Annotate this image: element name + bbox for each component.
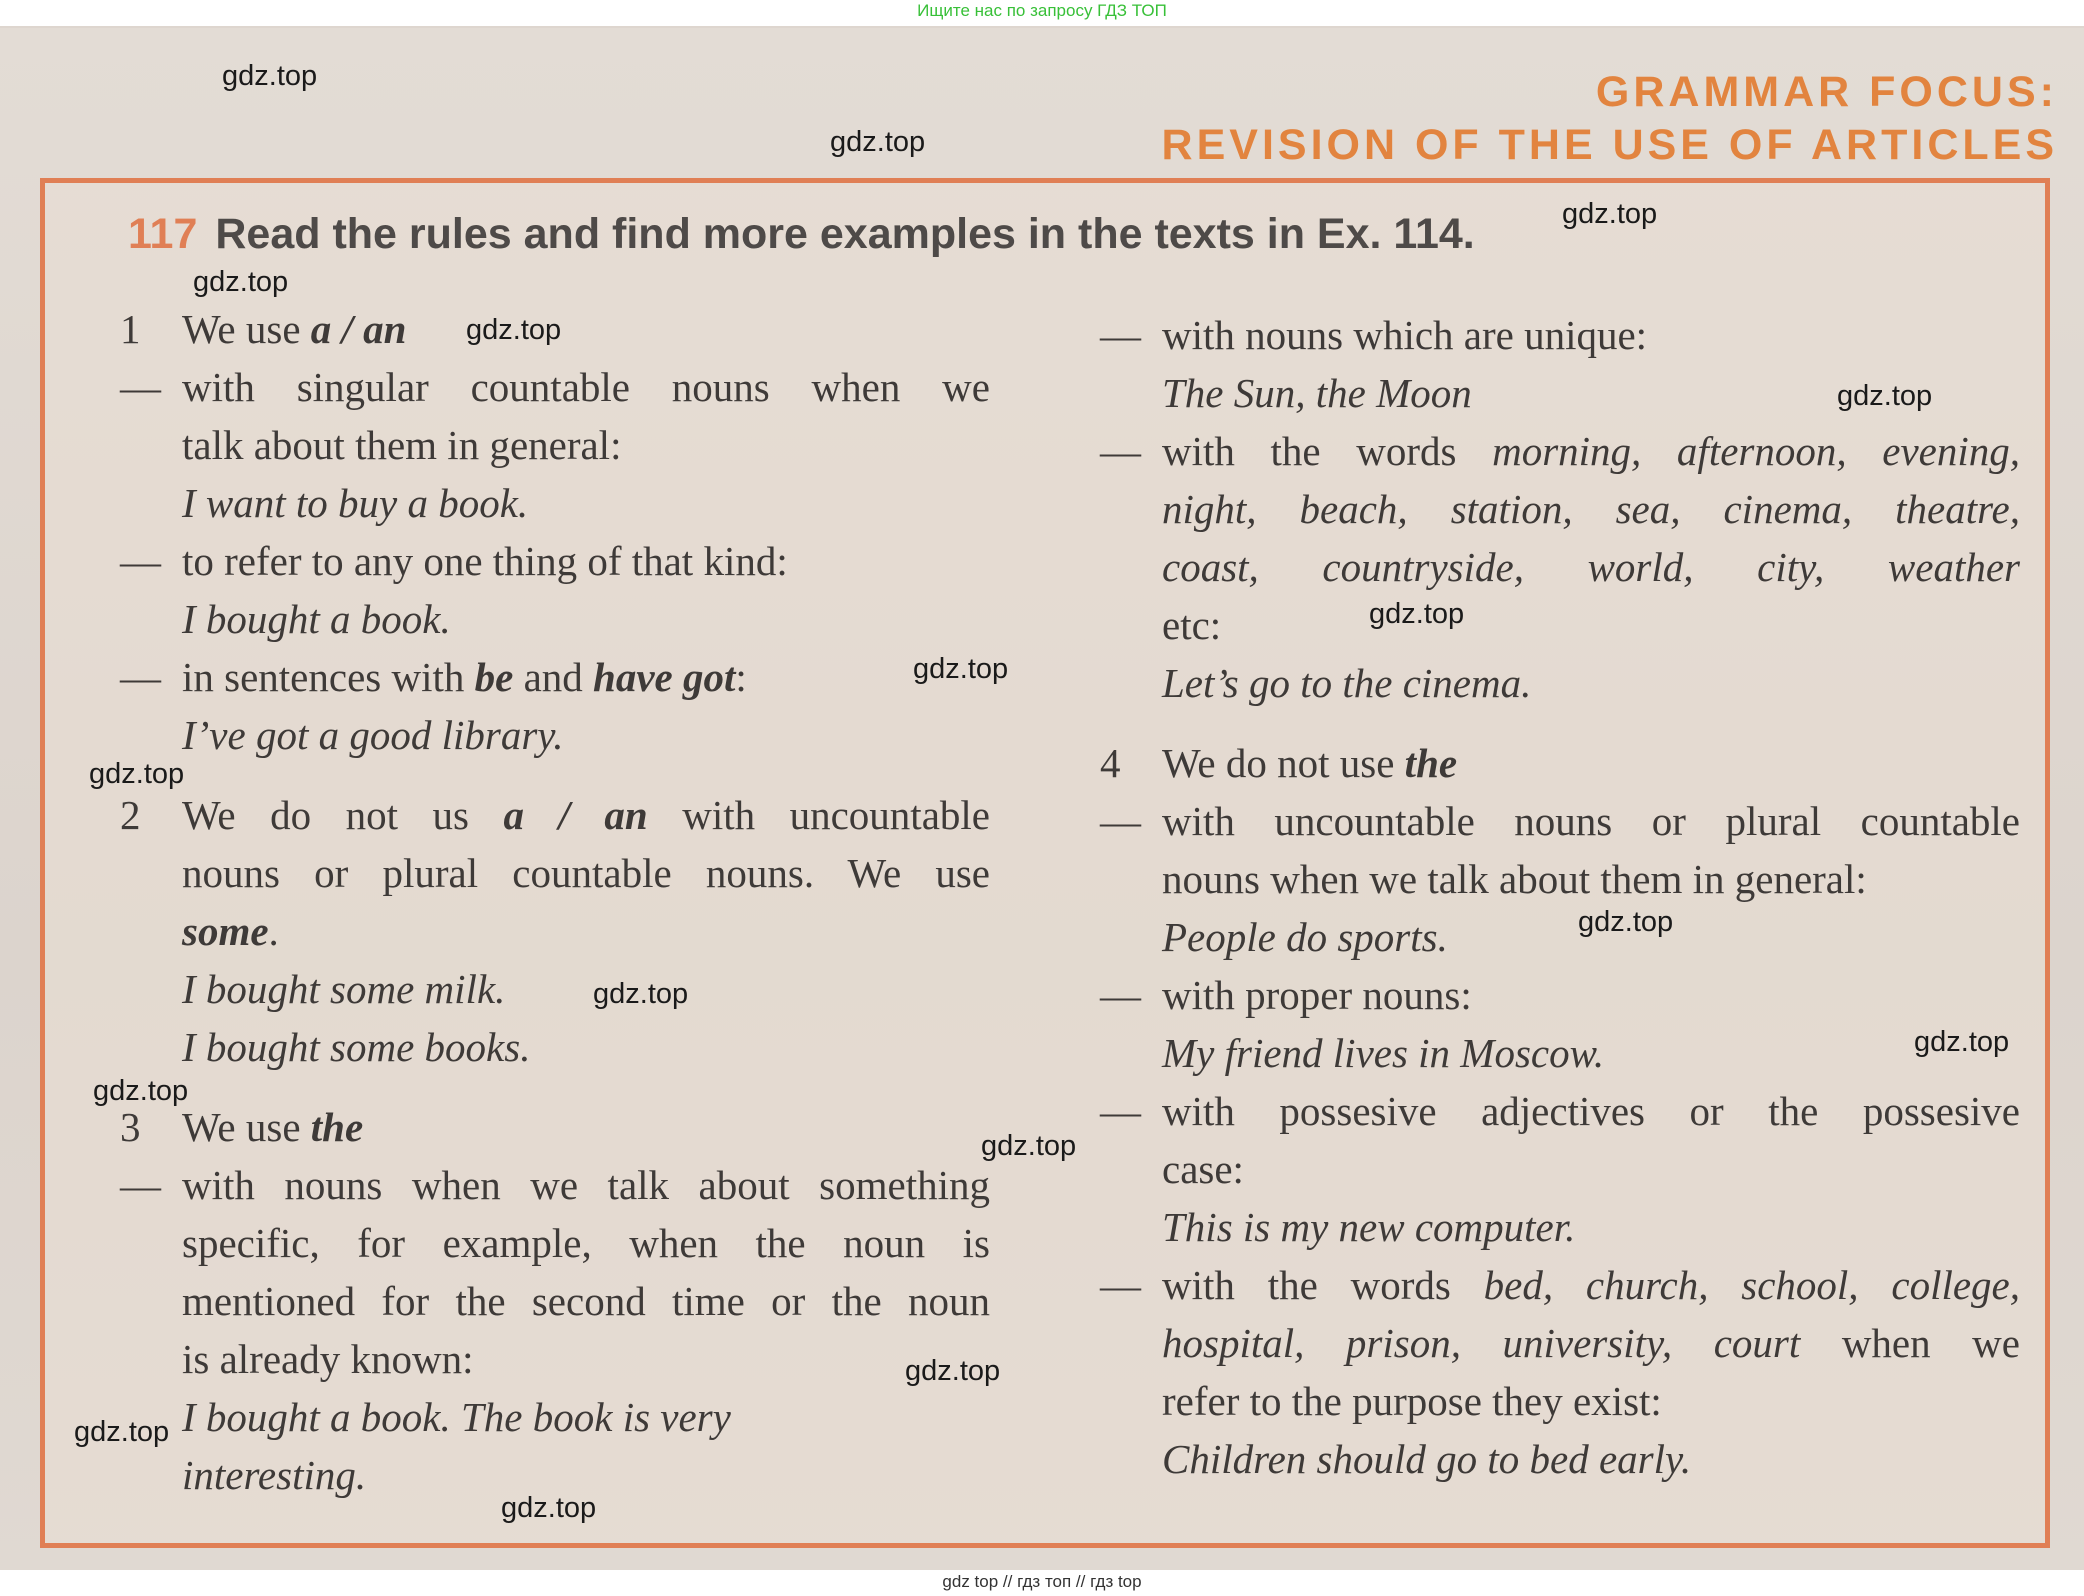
rule-number: 4 bbox=[1100, 740, 1121, 786]
watermark-text: gdz.top bbox=[89, 758, 185, 790]
bullet-line: night, beach, station, sea, cinema, theatre, bbox=[1162, 486, 2020, 532]
dash: — bbox=[1100, 972, 1141, 1018]
rule-article: the bbox=[1404, 740, 1458, 786]
bullet-line: with nouns when we talk about something bbox=[182, 1162, 990, 1208]
exercise-instruction: Read the rules and find more examples in the texts in Ex. 114. bbox=[215, 210, 1475, 258]
rule-article: a / an bbox=[503, 792, 648, 838]
right-column bbox=[1100, 306, 2020, 1488]
rule-line: nouns or plural countable nouns. We use bbox=[182, 850, 990, 896]
rule-bullet bbox=[120, 648, 990, 706]
keyword-be: be bbox=[474, 654, 514, 700]
dash: — bbox=[120, 538, 161, 584]
rule-bullet bbox=[1100, 966, 2020, 1024]
watermark-text: gdz.top bbox=[1578, 906, 1674, 938]
rule-number: 3 bbox=[120, 1104, 141, 1150]
rule-bullet bbox=[1100, 306, 2020, 364]
watermark-text: gdz.top bbox=[981, 1130, 1077, 1162]
dash: — bbox=[1100, 312, 1141, 358]
grammar-heading bbox=[1162, 66, 2058, 172]
rule-2-heading bbox=[120, 786, 990, 960]
watermark-text: gdz.top bbox=[222, 60, 318, 92]
bullet-line: with nouns which are unique: bbox=[1162, 312, 1648, 358]
watermark-text: gdz.top bbox=[1914, 1026, 2010, 1058]
rule-text: We do not use bbox=[1162, 740, 1405, 786]
exercise-number: 117 bbox=[128, 210, 198, 258]
dash: — bbox=[120, 1162, 161, 1208]
example-text: The Sun, the Moon bbox=[1162, 370, 1472, 416]
bullet-text: in sentences with bbox=[182, 654, 475, 700]
bullet-line: is already known: bbox=[182, 1336, 474, 1382]
rule-bullet bbox=[1100, 1256, 2020, 1430]
rule-article: the bbox=[310, 1104, 364, 1150]
keyword-some: some bbox=[182, 908, 269, 954]
keyword-have-got: have got bbox=[593, 654, 736, 700]
bullet-line: with possesive adjectives or the possesive bbox=[1162, 1088, 2020, 1134]
rule-bullet bbox=[120, 532, 990, 590]
watermark-text: gdz.top bbox=[93, 1075, 189, 1107]
bullet-line: with the words bed, church, school, college, bbox=[1162, 1262, 2020, 1308]
dash: — bbox=[1100, 1088, 1141, 1134]
example-text: I bought a book. bbox=[182, 596, 451, 642]
example-text: People do sports. bbox=[1162, 914, 1448, 960]
watermark-text: gdz.top bbox=[1369, 598, 1465, 630]
bullet-line: case: bbox=[1162, 1146, 1244, 1192]
watermark-text: gdz.top bbox=[1837, 380, 1933, 412]
bullet-line: mentioned for the second time or the noun bbox=[182, 1278, 990, 1324]
bullet-line: to refer to any one thing of that kind: bbox=[182, 538, 788, 584]
example-text: This is my new computer. bbox=[1162, 1204, 1576, 1250]
heading-line-2: REVISION OF THE USE OF ARTICLES bbox=[1161, 121, 2058, 169]
bullet-line: with singular countable nouns when we bbox=[182, 364, 990, 410]
dash: — bbox=[1100, 428, 1141, 474]
bullet-line: specific, for example, when the noun is bbox=[182, 1220, 990, 1266]
watermark-text: gdz.top bbox=[593, 978, 689, 1010]
rule-bullet bbox=[1100, 792, 2020, 908]
heading-line-1: GRAMMAR FOCUS: bbox=[1595, 68, 2058, 116]
left-column bbox=[120, 300, 990, 1504]
top-banner[interactable]: Ищите нас по запросу ГДЗ ТОП bbox=[0, 0, 2084, 26]
rule-number: 1 bbox=[120, 306, 141, 352]
watermark-text: gdz.top bbox=[905, 1355, 1001, 1387]
bottom-banner[interactable]: gdz top // гдз топ // гдз top bbox=[0, 1570, 2084, 1596]
watermark-text: gdz.top bbox=[1562, 198, 1658, 230]
bullet-line: with the words morning, afternoon, evening, bbox=[1162, 428, 2020, 474]
bullet-line: etc: bbox=[1162, 602, 1222, 648]
rule-bullet bbox=[1100, 1082, 2020, 1198]
watermark-text: gdz.top bbox=[466, 314, 562, 346]
example-text: Children should go to bed early. bbox=[1162, 1436, 1692, 1482]
example-text: My friend lives in Moscow. bbox=[1162, 1030, 1605, 1076]
dash: — bbox=[1100, 1262, 1141, 1308]
watermark-text: gdz.top bbox=[913, 653, 1009, 685]
bullet-line: with proper nouns: bbox=[1162, 972, 1472, 1018]
exercise-title bbox=[128, 210, 1475, 259]
watermark-text: gdz.top bbox=[74, 1416, 170, 1448]
bullet-line: refer to the purpose they exist: bbox=[1162, 1378, 1662, 1424]
rule-number: 2 bbox=[120, 792, 141, 838]
rule-4-heading bbox=[1100, 734, 2020, 792]
rule-line: some. bbox=[182, 908, 279, 954]
dash: — bbox=[1100, 798, 1141, 844]
watermark-text: gdz.top bbox=[501, 1492, 597, 1524]
rule-bullet bbox=[120, 1156, 990, 1388]
bullet-line: coast, countryside, world, city, weather bbox=[1162, 544, 2020, 590]
watermark-text: gdz.top bbox=[193, 266, 289, 298]
example-text: I bought a book. The book is very interesting. bbox=[182, 1394, 731, 1498]
rule-article: a / an bbox=[310, 306, 407, 352]
rule-3-heading bbox=[120, 1098, 990, 1156]
example-text: I bought some books. bbox=[182, 1024, 531, 1070]
dash: — bbox=[120, 654, 161, 700]
example-text: I’ve got a good library. bbox=[182, 712, 564, 758]
rule-bullet bbox=[1100, 422, 2020, 654]
rule-text: We use bbox=[182, 1104, 311, 1150]
bullet-line: talk about them in general: bbox=[182, 422, 622, 468]
example-text: Let’s go to the cinema. bbox=[1162, 660, 1532, 706]
rule-bullet bbox=[120, 358, 990, 474]
dash: — bbox=[120, 364, 161, 410]
bullet-text: : bbox=[735, 654, 747, 700]
bullet-line: hospital, prison, university, court when we bbox=[1162, 1320, 2020, 1366]
bullet-line: with uncountable nouns or plural countable bbox=[1162, 798, 2020, 844]
rule-text: We use bbox=[182, 306, 311, 352]
watermark-text: gdz.top bbox=[830, 126, 926, 158]
bullet-line: nouns when we talk about them in general: bbox=[1162, 856, 1867, 902]
example-text: I bought some milk. bbox=[182, 966, 506, 1012]
rule-line: We do not us a / an with uncountable bbox=[182, 792, 990, 838]
bullet-text: and bbox=[513, 654, 594, 700]
example-text: I want to buy a book. bbox=[182, 480, 529, 526]
